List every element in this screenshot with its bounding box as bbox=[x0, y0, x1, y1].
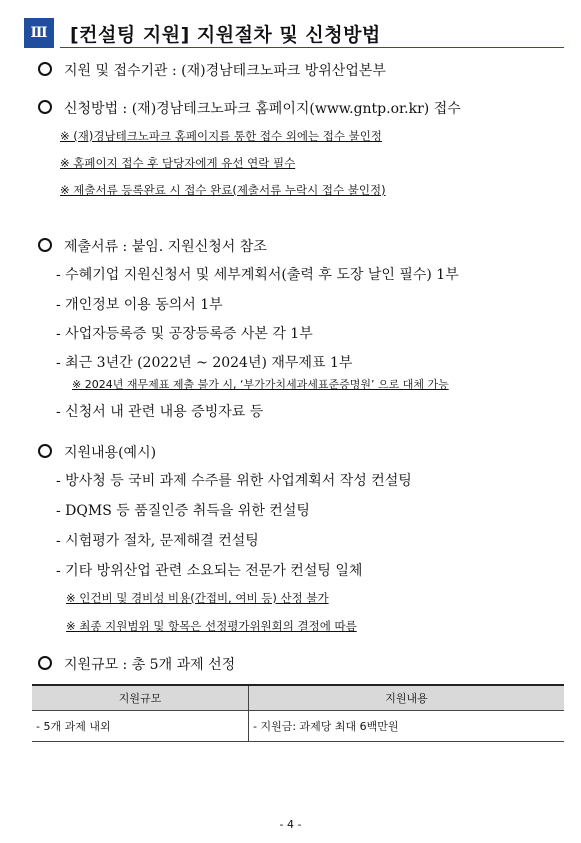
document-item-3: - 사업자등록증 및 공장등록증 사본 각 1부 bbox=[56, 326, 313, 342]
circle-bullet-icon bbox=[38, 100, 52, 114]
circle-bullet-icon bbox=[38, 62, 52, 76]
item-documents: 제출서류 : 붙임. 지원신청서 참조 bbox=[38, 236, 267, 256]
document-item-5: - 신청서 내 관련 내용 증빙자료 등 bbox=[56, 404, 264, 420]
circle-bullet-icon bbox=[38, 656, 52, 670]
document-item-4: - 최근 3년간 (2022년 ~ 2024년) 재무제표 1부 bbox=[56, 355, 353, 371]
document-item-2: - 개인정보 이용 동의서 1부 bbox=[56, 297, 223, 313]
circle-bullet-icon bbox=[38, 238, 52, 252]
method-note-3: ※ 제출서류 등록완료 시 접수 완료(제출서류 누락시 접수 불인정) bbox=[60, 183, 386, 197]
support-scale-table bbox=[32, 684, 564, 742]
method-note-2: ※ 홈페이지 접수 후 담당자에게 유선 연락 필수 bbox=[60, 156, 296, 170]
document-note: ※ 2024년 재무제표 제출 불가 시, ‘부가가치세과세표준증명원’ 으로 대체 가능 bbox=[72, 378, 449, 391]
table-header-scale: 지원규모 bbox=[32, 685, 249, 711]
section-title: [컨설팅 지원] 지원절차 및 신청방법 bbox=[70, 24, 381, 46]
content-note-2: ※ 최종 지원범위 및 항목은 선정평가위원회의 결정에 따름 bbox=[66, 619, 357, 633]
item-content: 지원내용(예시) bbox=[38, 442, 156, 462]
section-header bbox=[24, 18, 564, 50]
item-method: 신청방법 : (재)경남테크노파크 홈페이지(www.gntp.or.kr) 접수 bbox=[38, 98, 461, 118]
item-agency: 지원 및 접수기관 : (재)경남테크노파크 방위산업본부 bbox=[38, 60, 386, 80]
content-note-1: ※ 인건비 및 경비성 비용(간접비, 여비 등) 산정 불가 bbox=[66, 591, 329, 605]
document-item-1: - 수혜기업 지원신청서 및 세부계획서(출력 후 도장 날인 필수) 1부 bbox=[56, 267, 459, 283]
content-item-4: - 기타 방위산업 관련 소요되는 전문가 컨설팅 일체 bbox=[56, 563, 363, 579]
section-number: Ⅲ bbox=[24, 18, 54, 48]
table-cell-content: - 지원금: 과제당 최대 6백만원 bbox=[249, 711, 565, 742]
circle-bullet-icon bbox=[38, 444, 52, 458]
header-rule bbox=[60, 47, 564, 48]
page-number: - 4 - bbox=[279, 818, 302, 831]
table-header-row bbox=[32, 685, 564, 711]
method-note-1: ※ (재)경남테크노파크 홈페이지를 통한 접수 외에는 접수 불인정 bbox=[60, 129, 382, 143]
table-cell-scale: - 5개 과제 내외 bbox=[32, 711, 249, 742]
content-item-2: - DQMS 등 품질인증 취득을 위한 컨설팅 bbox=[56, 503, 310, 519]
item-scale: 지원규모 : 총 5개 과제 선정 bbox=[38, 654, 235, 674]
content-item-1: - 방사청 등 국비 과제 수주를 위한 사업계획서 작성 컨설팅 bbox=[56, 473, 412, 489]
content-item-3: - 시험평가 절차, 문제해결 컨설팅 bbox=[56, 533, 259, 549]
table-header-content: 지원내용 bbox=[249, 685, 565, 711]
table-row bbox=[32, 711, 564, 742]
